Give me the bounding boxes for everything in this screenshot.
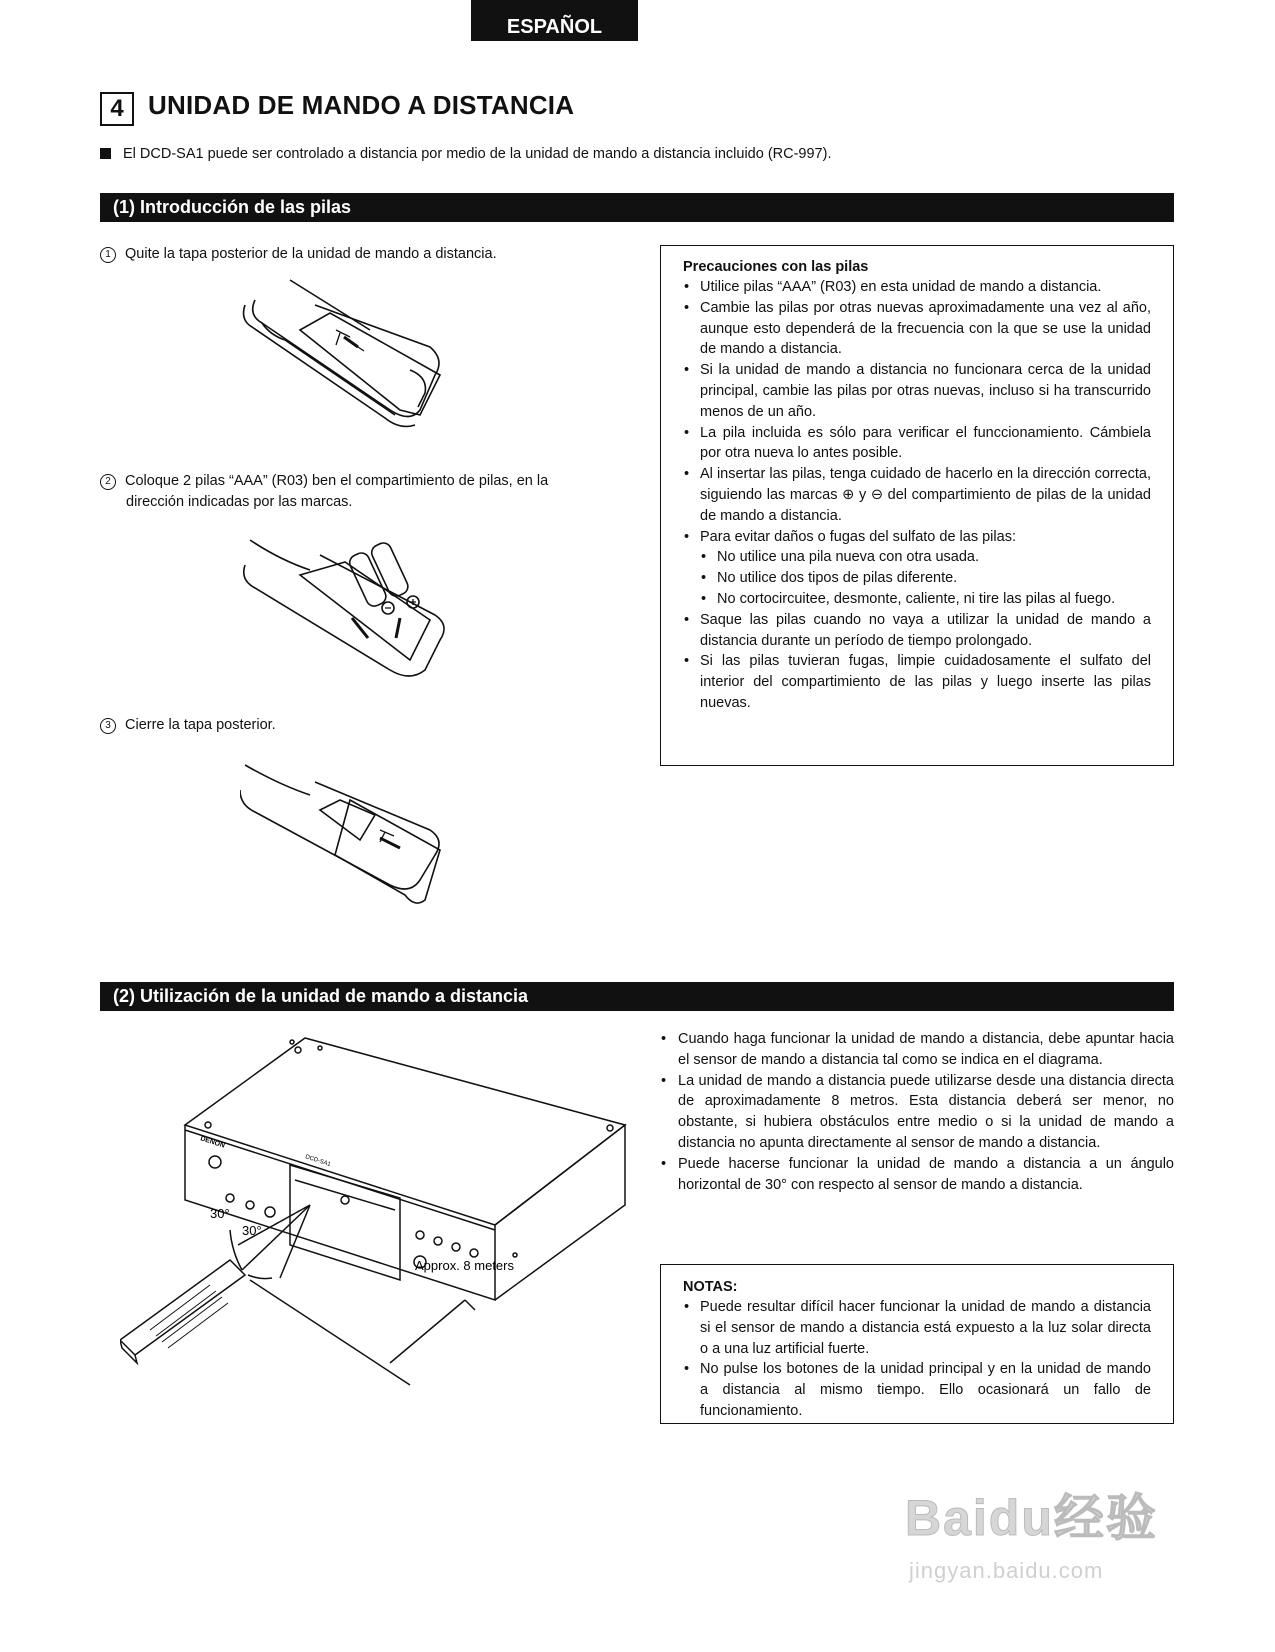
list-item: • La pila incluida es sólo para verificar el funccionamiento. Cámbiela por otra nueva lo antes posible. bbox=[683, 423, 1151, 465]
language-tab bbox=[471, 0, 638, 41]
section-title: UNIDAD DE MANDO A DISTANCIA bbox=[148, 90, 575, 120]
intro-text bbox=[100, 146, 831, 162]
step-1-number: 1 bbox=[100, 247, 116, 263]
step-3-number: 3 bbox=[100, 718, 116, 734]
remote-close-cover-illustration bbox=[240, 760, 460, 910]
list-item: • Cuando haga funcionar la unidad de mando a distancia, debe apuntar hacia el sensor de mando a distancia tal como se indica en el diagrama. bbox=[660, 1029, 1174, 1071]
step-2 bbox=[100, 471, 548, 492]
remote-usage-diagram bbox=[120, 1030, 640, 1390]
language-label: ESPAÑOL bbox=[506, 16, 603, 38]
brand-label: DENON bbox=[199, 1135, 226, 1150]
list-item: • No pulse los botones de la unidad principal y en la unidad de mando a distancia al mismo tiempo. Ello ocasionará un fallo de funcionamiento. bbox=[683, 1359, 1151, 1421]
list-item: • Puede resultar difícil hacer funcionar la unidad de mando a distancia si el sensor de mando a distancia está expuesto a la luz solar directa o a una luz artificial fuerte. bbox=[683, 1297, 1151, 1359]
list-item: • Cambie las pilas por otras nuevas aproximadamente una vez al año, aunque esto dependerá de la frecuencia con la que se use la unidad de mando a distancia. bbox=[683, 298, 1151, 360]
remote-open-cover-illustration bbox=[240, 275, 460, 445]
section-number: 4 bbox=[100, 92, 134, 126]
step-2-number: 2 bbox=[100, 474, 116, 490]
list-item: • Si la unidad de mando a distancia no funcionara cerca de la unidad principal, cambie las pilas por otras nuevas, incluso si ha transcurrido menos de un año. bbox=[683, 360, 1151, 422]
square-bullet-icon bbox=[100, 148, 111, 159]
remote-insert-batteries-illustration bbox=[240, 530, 460, 690]
precautions-box bbox=[660, 245, 1174, 766]
angle-right-label: 30° bbox=[242, 1223, 262, 1238]
step-1 bbox=[100, 244, 497, 265]
precautions-title: Precauciones con las pilas bbox=[683, 259, 869, 275]
part1-heading: (1) Introducción de las pilas bbox=[100, 193, 1174, 222]
intro-sentence: El DCD-SA1 puede ser controlado a distancia por medio de la unidad de mando a distancia incluido (RC-997). bbox=[123, 146, 832, 162]
list-subitem: • No utilice una pila nueva con otra usada. bbox=[683, 547, 1151, 568]
step-1-text: Quite la tapa posterior de la unidad de mando a distancia. bbox=[125, 246, 497, 262]
step-3-text: Cierre la tapa posterior. bbox=[125, 717, 276, 733]
baidu-watermark bbox=[905, 1478, 1195, 1608]
list-subitem: • No utilice dos tipos de pilas diferente. bbox=[683, 568, 1151, 589]
step-2-cont: dirección indicadas por las marcas. bbox=[126, 494, 353, 510]
usage-notes bbox=[660, 1029, 1174, 1195]
watermark-url: jingyan.baidu.com bbox=[909, 1558, 1104, 1583]
list-item: • Para evitar daños o fugas del sulfato de las pilas: bbox=[683, 527, 1151, 548]
notes-title: NOTAS: bbox=[683, 1279, 738, 1295]
part2-heading: (2) Utilización de la unidad de mando a distancia bbox=[100, 982, 1174, 1011]
angle-left-label: 30° bbox=[210, 1206, 230, 1221]
watermark-logo: Baidu经验 bbox=[905, 1490, 1158, 1546]
list-item: • Al insertar las pilas, tenga cuidado de hacerlo en la dirección correcta, siguiendo las marcas ⊕ y ⊖ del compartimiento de pilas de la unidad de mando a distancia. bbox=[683, 464, 1151, 526]
notes-box bbox=[660, 1264, 1174, 1424]
model-label: DCD-SA1 bbox=[304, 1154, 332, 1169]
list-item: • Saque las pilas cuando no vaya a utilizar la unidad de mando a distancia durante un período de tiempo prolongado. bbox=[683, 610, 1151, 652]
list-subitem: • No cortocircuitee, desmonte, caliente, ni tire las pilas al fuego. bbox=[683, 589, 1151, 610]
distance-label: Approx. 8 meters bbox=[415, 1258, 514, 1273]
precautions-list bbox=[683, 277, 1151, 714]
list-item: • Si las pilas tuvieran fugas, limpie cuidadosamente el sulfato del interior del compartimiento de las pilas y luego inserte las pilas nuevas. bbox=[683, 651, 1151, 713]
list-item: • Utilice pilas “AAA” (R03) en esta unidad de mando a distancia. bbox=[683, 277, 1151, 298]
step-2-text-line1: Coloque 2 pilas “AAA” (R03) ben el compartimiento de pilas, en la bbox=[125, 473, 549, 489]
list-item: • Puede hacerse funcionar la unidad de mando a distancia a un ángulo horizontal de 30° con respecto al sensor de mando a distancia. bbox=[660, 1154, 1174, 1196]
step-3 bbox=[100, 715, 276, 736]
list-item: • La unidad de mando a distancia puede utilizarse desde una distancia directa de aproximadamente 8 metros. Esta distancia deberá ser menor, no obstante, si hubiera obstáculos entre medio o si la unidad de mando a distancia no apunta directamente al sensor de mando a distancia. bbox=[660, 1071, 1174, 1154]
